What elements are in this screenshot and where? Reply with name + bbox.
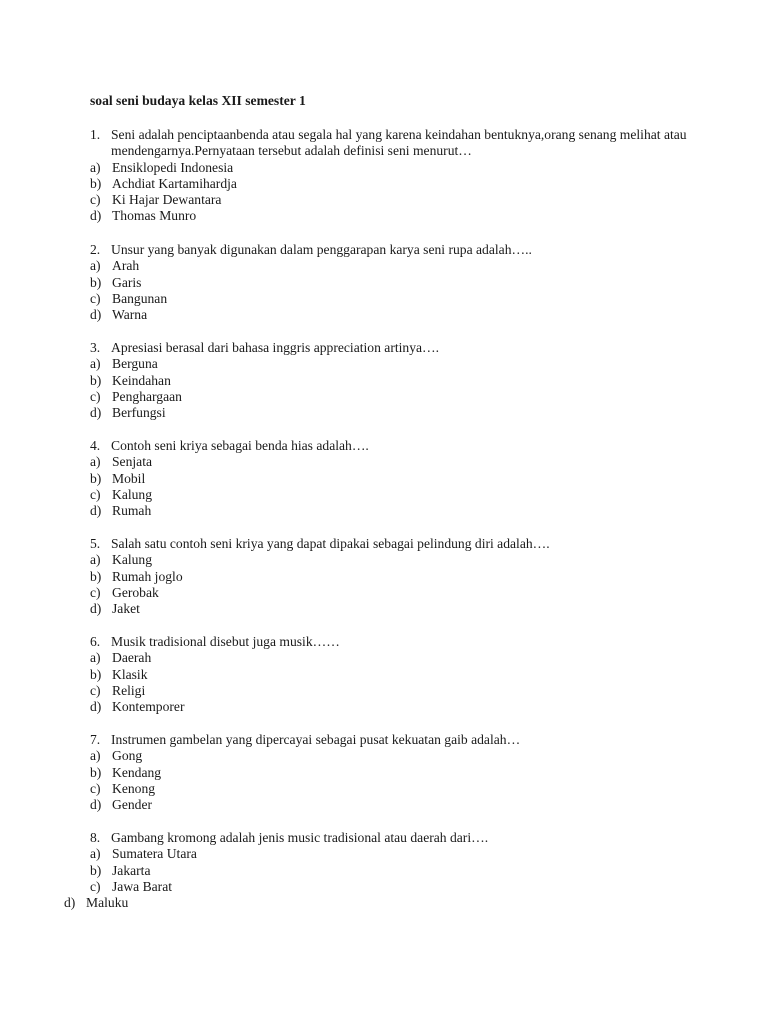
- question-number: 5.: [90, 536, 101, 551]
- option-a: a) Daerah: [90, 650, 152, 666]
- option-d: d) Warna: [90, 307, 148, 323]
- option-a: a) Sumatera Utara: [90, 846, 197, 862]
- option-a: a) Kalung: [90, 552, 153, 568]
- question-number: 4.: [90, 438, 101, 453]
- option-c: c) Kalung: [90, 486, 153, 502]
- question-3: [90, 340, 710, 421]
- option-c: c) Religi: [90, 682, 146, 698]
- option-c: c) Gerobak: [90, 584, 159, 600]
- question-number: 8.: [90, 830, 101, 845]
- option-a: a) Arah: [90, 258, 140, 274]
- question-6: [90, 634, 710, 715]
- option-a: a) Senjata: [90, 454, 153, 470]
- question-7: [90, 732, 710, 813]
- option-d: d) Berfungsi: [90, 405, 166, 421]
- question-2: [90, 242, 710, 323]
- question-number: 2.: [90, 242, 101, 257]
- question-text: Apresiasi berasal dari bahasa inggris appreciation artinya….: [111, 340, 440, 355]
- option-b: b) Achdiat Kartamihardja: [90, 175, 237, 191]
- option-d: d) Rumah: [90, 503, 152, 519]
- question-4: [90, 438, 710, 519]
- question-1: [90, 127, 710, 225]
- option-b: b) Garis: [90, 274, 142, 290]
- question-text: Seni adalah penciptaanbenda atau segala hal yang karena keindahan bentuknya,orang senang melihat atau mendengarnya.Pernyataan tersebut adalah definisi seni menurut…: [111, 127, 687, 159]
- question-text: Salah satu contoh seni kriya yang dapat dipakai sebagai pelindung diri adalah….: [111, 536, 550, 551]
- option-d: d) Jaket: [90, 601, 140, 617]
- option-c: c) Kenong: [90, 780, 156, 796]
- option-c: c) Penghargaan: [90, 388, 182, 404]
- option-b: b) Keindahan: [90, 372, 171, 388]
- option-b: b) Jakarta: [90, 862, 151, 878]
- question-8: [64, 830, 710, 911]
- option-b: b) Rumah joglo: [90, 568, 183, 584]
- option-a: a) Ensiklopedi Indonesia: [90, 159, 234, 175]
- question-text: Musik tradisional disebut juga musik……: [111, 634, 340, 649]
- option-a: a) Gong: [90, 748, 143, 764]
- option-b: b) Klasik: [90, 666, 148, 682]
- option-c: c) Jawa Barat: [90, 878, 173, 894]
- option-d: d) Maluku: [64, 895, 129, 911]
- document-title: soal seni budaya kelas XII semester 1: [90, 93, 306, 108]
- option-a: a) Berguna: [90, 356, 158, 372]
- question-5: [90, 536, 710, 617]
- option-d: d) Thomas Munro: [90, 208, 197, 224]
- question-text: Instrumen gambelan yang dipercayai sebagai pusat kekuatan gaib adalah…: [111, 732, 521, 747]
- question-number: 1.: [90, 127, 101, 142]
- question-text: Unsur yang banyak digunakan dalam penggarapan karya seni rupa adalah…..: [111, 242, 532, 257]
- question-number: 3.: [90, 340, 101, 355]
- question-number: 7.: [90, 732, 101, 747]
- option-b: b) Mobil: [90, 470, 146, 486]
- option-b: b) Kendang: [90, 764, 162, 780]
- option-d: d) Gender: [90, 797, 153, 813]
- question-text: Gambang kromong adalah jenis music tradisional atau daerah dari….: [111, 830, 489, 845]
- option-d: d) Kontemporer: [90, 699, 185, 715]
- question-number: 6.: [90, 634, 101, 649]
- question-text: Contoh seni kriya sebagai benda hias adalah….: [111, 438, 369, 453]
- option-c: c) Ki Hajar Dewantara: [90, 192, 222, 208]
- option-c: c) Bangunan: [90, 290, 168, 306]
